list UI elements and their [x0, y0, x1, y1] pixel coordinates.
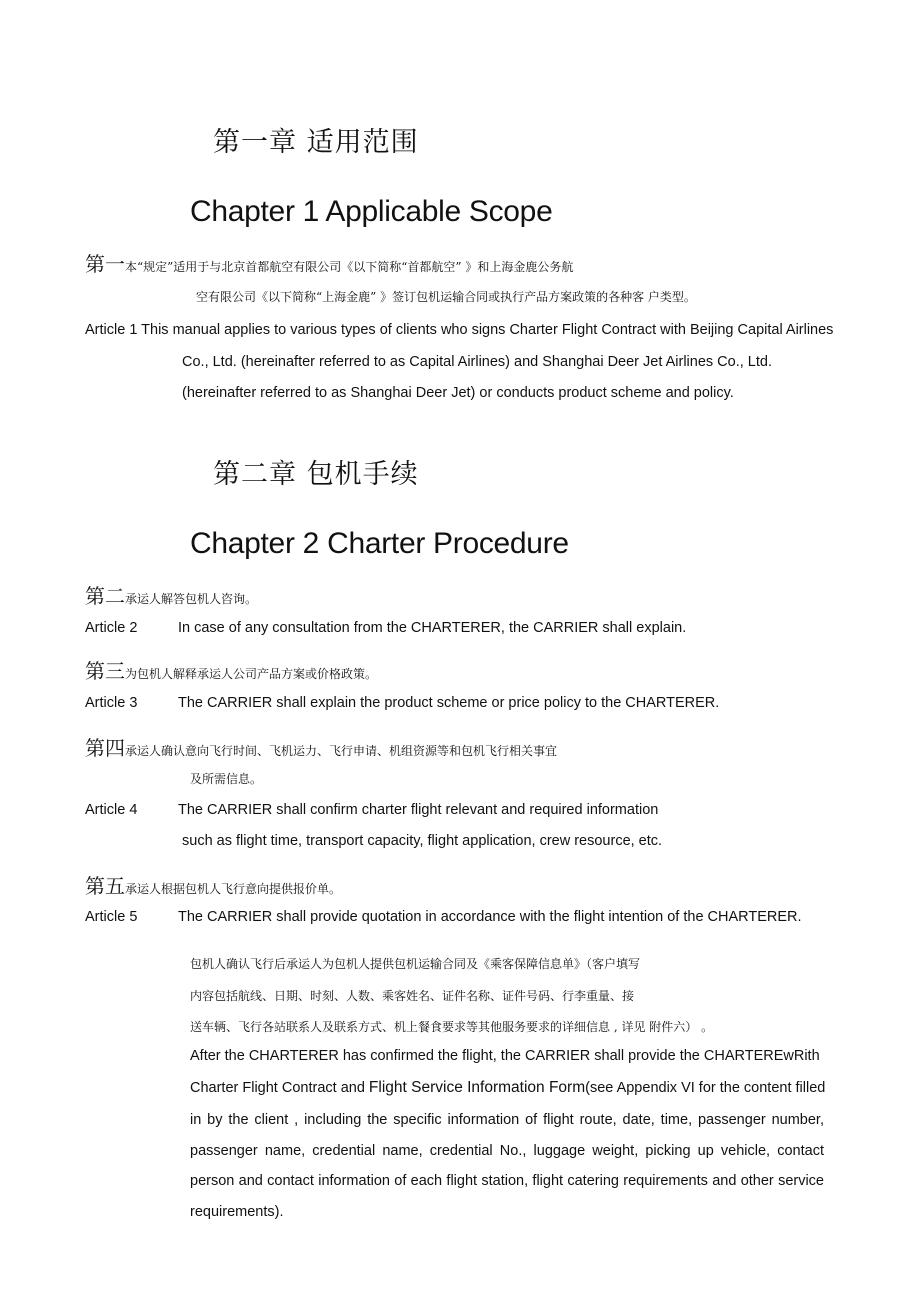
article5-cn-text: 承运人根据包机人飞行意向提供报价单。 — [125, 882, 342, 896]
article1-en-line2: Co., Ltd. (hereinafter referred to as Capital Airlines) and Shanghai Deer Jet Airlines Co., Ltd. — [182, 354, 772, 370]
article2-cn-number: 第二 — [85, 584, 125, 608]
chapter1-cn-title: 第一章 适用范围 — [213, 127, 419, 158]
article2-cn-text: 承运人解答包机人咨询。 — [125, 592, 258, 606]
info-form-en-line2 — [190, 1079, 825, 1097]
article1-en-line3: (hereinafter referred to as Shanghai Deer Jet) or conducts product scheme and policy. — [182, 385, 734, 401]
article4-cn-number: 第四 — [85, 736, 125, 760]
article4-cn-line2: 及所需信息。 — [190, 772, 263, 786]
article1-cn-number: 第一 — [85, 252, 125, 276]
article5-cn-number: 第五 — [85, 874, 125, 898]
article2-en-text: In case of any consultation from the CHARTERER, the CARRIER shall explain. — [178, 620, 687, 636]
article1-cn-heading — [85, 248, 573, 277]
article1-cn-line2: 空有限公司《以下简称“上海金鹿” 》签订包机运输合同或执行产品方案政策的各种客 户类型。 — [196, 290, 696, 304]
info-form-title-run: Flight Service Information Form — [368, 1079, 586, 1096]
info-form-en-line4: passenger name, credential name, credential No., luggage weight, picking up vehicle, contact — [190, 1143, 824, 1159]
article2-en-label: Article 2 — [85, 620, 138, 636]
article3-cn-number: 第三 — [85, 659, 125, 683]
info-form-cn-line1: 包机人确认飞行后承运人为包机人提供包机运输合同及《乘客保障信息单》（客户填写 — [190, 957, 641, 971]
article3-en-label: Article 3 — [85, 695, 138, 711]
chapter1-en-title: Chapter 1 Applicable Scope — [190, 195, 553, 228]
article3-en-text: The CARRIER shall explain the product scheme or price policy to the CHARTERER. — [178, 695, 720, 711]
article3-cn — [85, 655, 377, 684]
info-form-en-line2a: Charter Flight Contract and — [190, 1080, 369, 1096]
info-form-en-line1: After the CHARTERER has confirmed the flight, the CARRIER shall provide the CHARTEREwRith — [190, 1048, 820, 1064]
info-form-cn-line3: 送车辆、飞行各站联系人及联系方式、机上餐食要求等其他服务要求的详细信息 , 详见 附件六） 。 — [190, 1020, 714, 1034]
chapter2-cn-title: 第二章 包机手续 — [213, 459, 419, 490]
info-form-en-line6: requirements). — [190, 1204, 284, 1220]
info-form-cn-line2: 内容包括航线、日期、时刻、人数、乘客姓名、证件名称、证件号码、行李重量、接 — [190, 989, 635, 1003]
article3-cn-text: 为包机人解释承运人公司产品方案或价格政策。 — [125, 667, 378, 681]
article5-en-text: The CARRIER shall provide quotation in accordance with the flight intention of the CHARTERER. — [178, 909, 802, 925]
article5-cn — [85, 870, 341, 899]
article4-en-line2: such as flight time, transport capacity, flight application, crew resource, etc. — [182, 833, 663, 849]
article4-cn-line1: 承运人确认意向飞行时间、飞机运力、飞行申请、机组资源等和包机飞行相关事宜 — [125, 744, 558, 758]
chapter2-en-title: Chapter 2 Charter Procedure — [190, 527, 569, 560]
article4-en-line1: The CARRIER shall confirm charter flight relevant and required information — [178, 802, 659, 818]
article5-en-label: Article 5 — [85, 909, 138, 925]
info-form-en-line3: in by the client , including the specific information of flight route, date, time, passenger number, — [190, 1112, 824, 1128]
article2-cn — [85, 580, 257, 609]
article4-cn — [85, 732, 557, 761]
article1-cn-line1: 本“规定”适用于与北京首都航空有限公司《以下简称“首都航空” 》和上海金鹿公务航 — [125, 260, 574, 274]
info-form-en-line5: person and contact information of each flight station, flight catering requirements and other service — [190, 1173, 824, 1189]
article4-en-label: Article 4 — [85, 802, 138, 818]
article1-en-line1: Article 1 This manual applies to various types of clients who signs Charter Flight Contract with Beijing Capital Airlines — [85, 322, 834, 338]
info-form-en-line2c: (see Appendix VI for the content filled — [585, 1080, 826, 1096]
